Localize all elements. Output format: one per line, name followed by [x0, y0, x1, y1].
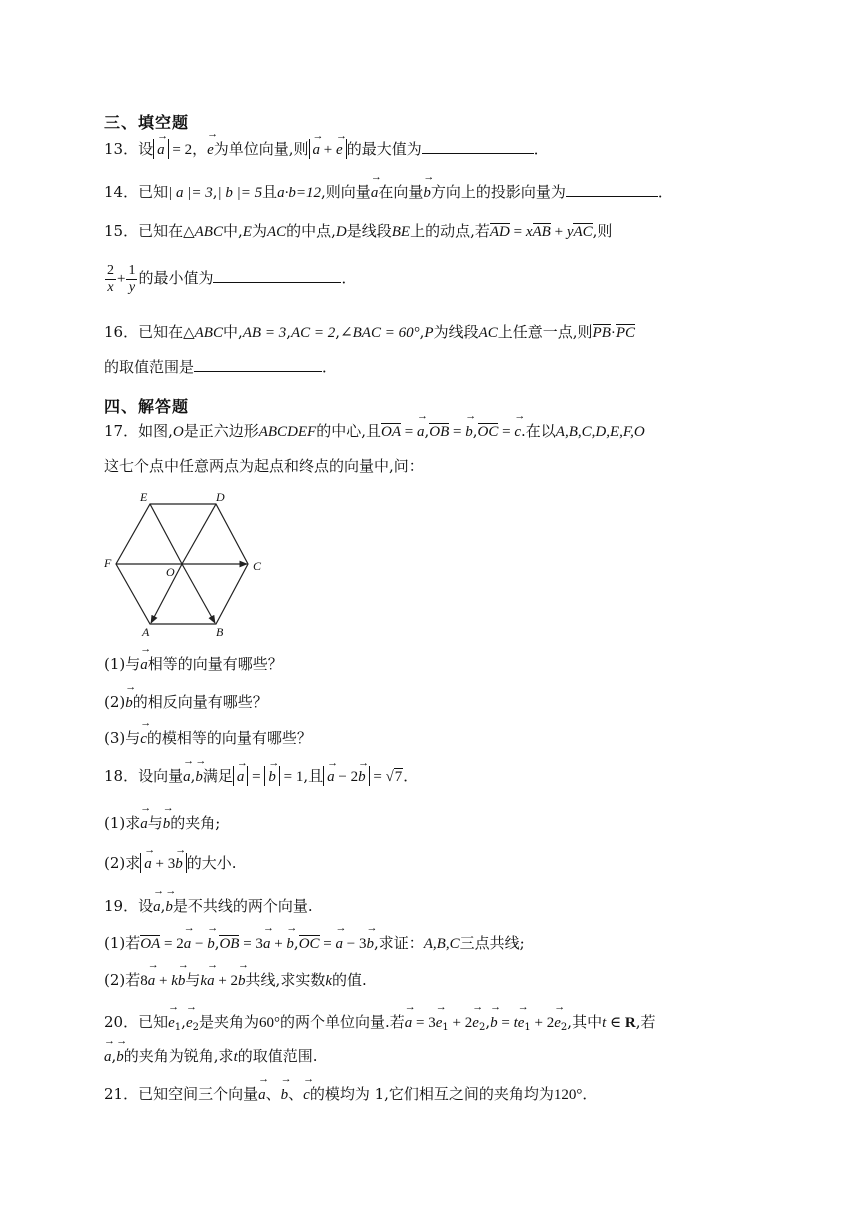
question-16: 16．已知在△ABC中,AB = 3,AC = 2,∠BAC = 60°,P为线段AC上任意一点,则PB·PC: [104, 323, 636, 341]
label-B: B: [216, 625, 224, 639]
label-E: E: [140, 490, 148, 504]
question-19: 19．设→ a,→ b是不共线的两个向量.: [104, 896, 313, 917]
segment-DO: [182, 504, 216, 564]
question-16-line-2: 的取值范围是 ．: [104, 358, 338, 376]
section-heading-fill-in: 三、填空题: [104, 113, 190, 132]
label-A: A: [142, 625, 150, 639]
question-19-part-2: (2)若8→ a + k→ b与k→ a + 2→ b共线,求实数k的值.: [104, 970, 367, 991]
answer-blank-16[interactable]: [194, 357, 322, 372]
answer-blank-13[interactable]: [422, 139, 534, 154]
question-17: 17．如图,O是正六边形ABCDEF的中心,且OA = → a,OB = → b,OC = → c.在以A,B,C,D,E,F,O: [104, 421, 645, 442]
question-17-part-1: (1)与→ a相等的向量有哪些？: [104, 654, 283, 675]
label-F: F: [104, 556, 112, 570]
question-21: 21．已知空间三个向量→ a、→ b、→ c的模均为 1,它们相互之间的夹角均为120°．: [104, 1084, 597, 1105]
answer-blank-15[interactable]: [213, 268, 341, 283]
sqrt-7: √7: [385, 769, 403, 785]
question-20-line-2: → a,→ b的夹角为锐角,求t的取值范围.: [104, 1046, 318, 1067]
question-18-part-1: (1)求→ a与→ b的夹角;: [104, 813, 220, 834]
question-13: 13．设→ a = 2，→ e为单位向量,则→ a + → e 的最大值为 ．: [104, 139, 549, 160]
question-17-line-2: 这七个点中任意两点为起点和终点的向量中,问：: [104, 457, 424, 475]
question-15: 15．已知在△ABC中,E为AC的中点,D是线段BE上的动点,若AD = xAB + yAC,则: [104, 222, 613, 240]
question-18-part-2: (2)求→ a + 3→ b 的大小.: [104, 853, 237, 873]
hexagon-figure: [100, 488, 272, 640]
question-15-line-2: $\frac{2}{x}$ + $\frac{1}{y}$ 的最小值为 ．: [107, 262, 357, 295]
question-18: 18．设向量→ a,→ b满足→ a = → b = 1,且→ a − 2→ b = √7．: [104, 766, 418, 787]
question-17-part-2: (2)→ b的相反向量有哪些？: [104, 692, 268, 713]
answer-blank-14[interactable]: [566, 182, 658, 197]
label-O: O: [166, 565, 175, 579]
question-19-part-1: (1)若OA = 2→ a − → b,OB = 3→ a + → b,OC = → a − 3→ b,求证：A,B,C三点共线;: [104, 933, 525, 954]
question-14: 14．已知| a |= 3,| b |= 5且a·b=12,则向量→ a在向量→ b方向上的投影向量为 ．: [104, 182, 673, 203]
section-heading-solutions: 四、解答题: [104, 397, 190, 416]
segment-EO: [150, 504, 182, 564]
label-D: D: [216, 490, 225, 504]
question-17-part-3: (3)与→ c的模相等的向量有哪些？: [104, 728, 312, 749]
vector-OB: [182, 564, 215, 623]
label-C: C: [253, 559, 262, 573]
question-20: 20．已知→ $e_1,\to e_2$是夹角为60°的两个单位向量.若→ $a = 3\to e_1 + 2\to e_2,\to b = t\to e_1 + 2\to e_2$,其中t ∈ R,若: [104, 1012, 655, 1038]
